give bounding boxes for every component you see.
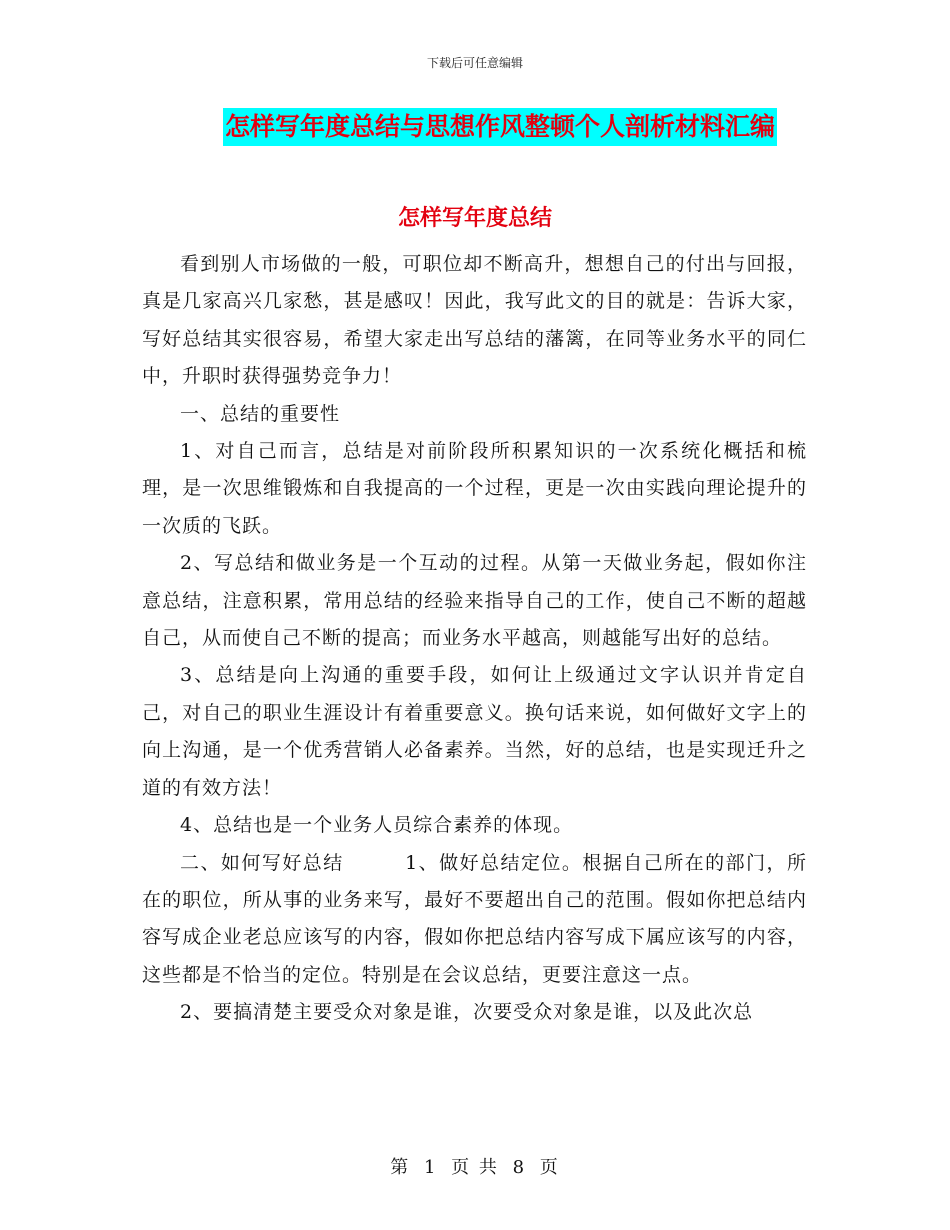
paragraph-heading-how-to: 二、如何写好总结 1、做好总结定位。根据自己所在的部门，所在的职位，所从事的业务来写，最好不要超出自己的范围。假如你把总结内容写成企业老总应该写的内容，假如你把总结内容写成下属应该写的内容，这些都是不恰当的定位。特别是在会议总结，更要注意这一点。 (142, 851, 807, 986)
paragraph-point-3: 3、总结是向上沟通的重要手段，如何让上级通过文字认识并肯定自己，对自己的职业生涯设计有着重要意义。换句话来说，如何做好文字上的向上沟通，是一个优秀营销人必备素养。当然，好的总结，也是实现迁升之道的有效方法！ (142, 664, 807, 799)
footer-total-pages: 8 (512, 1157, 527, 1178)
footer-page-number: 1 (423, 1157, 438, 1178)
document-body (142, 246, 807, 1032)
paragraph-audience: 2、要搞清楚主要受众对象是谁，次要受众对象是谁，以及此次总 (180, 1001, 754, 1024)
footer-middle: 页 共 (451, 1157, 499, 1178)
main-title-wrap (0, 108, 950, 146)
paragraph-point-4: 4、总结也是一个业务人员综合素养的体现。 (180, 814, 574, 837)
document-title: 怎样写年度总结与思想作风整顿个人剖析材料汇编 (223, 108, 777, 146)
footer-suffix: 页 (539, 1157, 560, 1178)
page-footer (0, 1153, 950, 1179)
paragraph-heading-importance: 一、总结的重要性 (180, 402, 341, 425)
paragraph-point-1: 1、对自己而言，总结是对前阶段所积累知识的一次系统化概括和梳理，是一次思维锻炼和自我提高的一个过程，更是一次由实践向理论提升的一次质的飞跃。 (142, 440, 807, 537)
paragraph-point-2: 2、写总结和做业务是一个互动的过程。从第一天做业务起，假如你注意总结，注意积累，常用总结的经验来指导自己的工作，使自己不断的超越自己，从而使自己不断的提高；而业务水平越高，则越能写出好的总结。 (142, 552, 807, 650)
section-title: 怎样写年度总结 (397, 206, 552, 231)
footer-prefix: 第 (390, 1157, 411, 1178)
paragraph-intro: 看到别人市场做的一般，可职位却不断高升，想想自己的付出与回报，真是几家高兴几家愁，甚是感叹！因此，我写此文的目的就是：告诉大家，写好总结其实很容易，希望大家走出写总结的藩篱，在同等业务水平的同仁中，升职时获得强势竞争力！ (142, 253, 807, 388)
header-note: 下载后可任意编辑 (426, 56, 523, 70)
